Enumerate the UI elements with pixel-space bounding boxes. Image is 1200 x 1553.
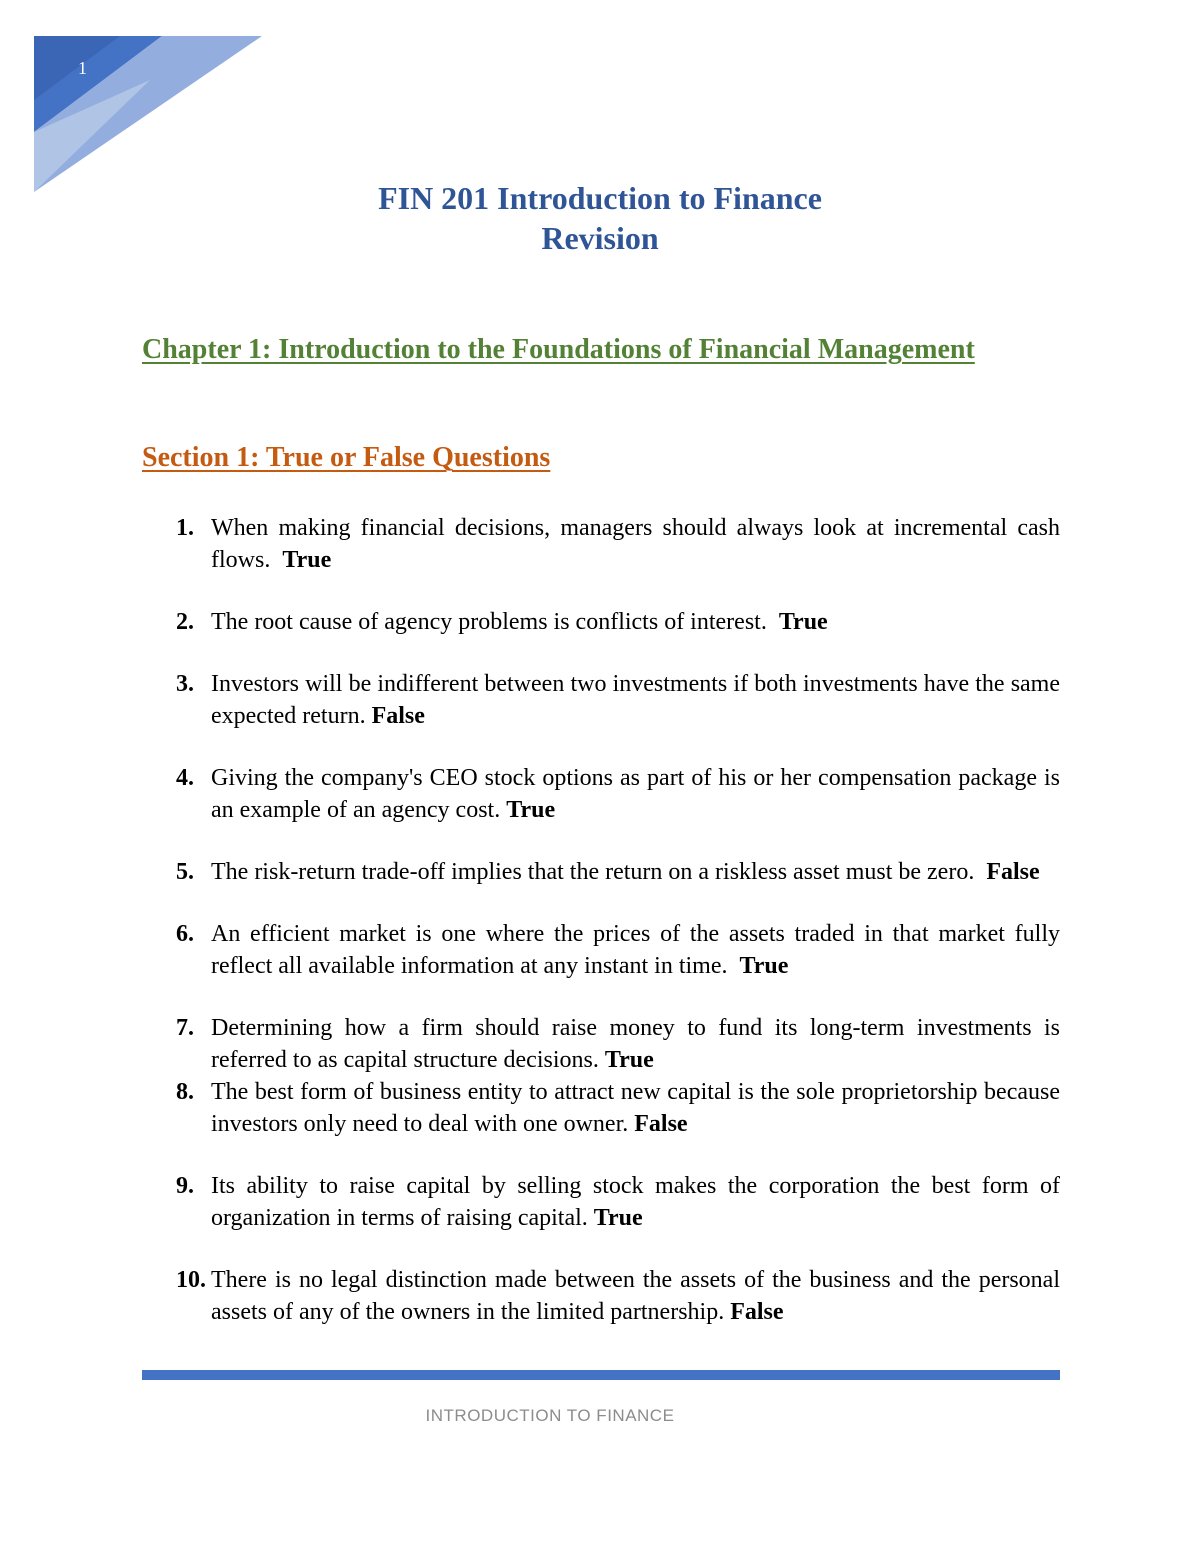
section-heading: Section 1: True or False Questions: [142, 442, 551, 473]
question-item: [142, 762, 1060, 826]
question-number: 3.: [176, 671, 194, 697]
chapter-heading: Chapter 1: Introduction to the Foundations of Financial Management: [142, 334, 975, 365]
question-answer: True: [593, 1205, 643, 1231]
question-item: [142, 856, 1060, 888]
question-number: 4.: [176, 765, 194, 791]
footer-text: INTRODUCTION TO FINANCE: [425, 1406, 675, 1425]
question-item: [142, 1012, 1060, 1076]
question-item: [142, 512, 1060, 576]
question-item: [142, 1076, 1060, 1140]
question-text: Investors will be indifferent between two investments if both investments have the same expected return.: [211, 671, 1060, 729]
question-number: 5.: [176, 859, 194, 885]
question-list: [142, 512, 1060, 1328]
footer-rule: [142, 1370, 1060, 1380]
question-number: 1.: [176, 515, 194, 541]
page-corner-decoration: [0, 0, 280, 200]
question-text: There is no legal distinction made between the assets of the business and the personal assets of any of the owners in the limited partnership.: [211, 1267, 1060, 1325]
question-text: When making financial decisions, managers should always look at incremental cash flows.: [211, 515, 1060, 573]
question-text: Its ability to raise capital by selling stock makes the corporation the best form of organization in terms of raising capital.: [211, 1173, 1060, 1231]
question-answer: False: [730, 1299, 784, 1325]
question-text: The best form of business entity to attract new capital is the sole proprietorship because investors only need to deal with one owner.: [211, 1079, 1060, 1137]
question-item: [142, 1264, 1060, 1328]
question-text: The risk-return trade-off implies that the return on a riskless asset must be zero.: [211, 859, 975, 885]
question-text: An efficient market is one where the prices of the assets traded in that market fully reflect all available information at any instant in time.: [211, 921, 1060, 979]
question-answer: False: [634, 1111, 688, 1137]
question-item: [142, 1170, 1060, 1234]
page-number: 1: [78, 58, 87, 78]
question-answer: True: [604, 1047, 654, 1073]
document-title: [0, 178, 1200, 258]
question-answer: False: [371, 703, 425, 729]
title-line-2: Revision: [541, 220, 659, 256]
question-answer: True: [506, 797, 556, 823]
question-item: [142, 668, 1060, 732]
question-answer: True: [739, 953, 789, 979]
question-item: [142, 918, 1060, 982]
question-answer: True: [282, 547, 332, 573]
question-number: 6.: [176, 921, 194, 947]
question-number: 10.: [176, 1267, 206, 1293]
question-number: 8.: [176, 1079, 194, 1105]
question-answer: True: [778, 609, 828, 635]
question-number: 7.: [176, 1015, 194, 1041]
question-text: Giving the company's CEO stock options as part of his or her compensation package is an example of an agency cost.: [211, 765, 1060, 823]
title-line-1: FIN 201 Introduction to Finance: [378, 180, 822, 216]
question-number: 2.: [176, 609, 194, 635]
question-text: Determining how a firm should raise money to fund its long-term investments is referred to as capital structure decisions.: [211, 1015, 1060, 1073]
question-answer: False: [986, 859, 1040, 885]
question-number: 9.: [176, 1173, 194, 1199]
question-item: [142, 606, 1060, 638]
question-text: The root cause of agency problems is conflicts of interest.: [211, 609, 767, 635]
